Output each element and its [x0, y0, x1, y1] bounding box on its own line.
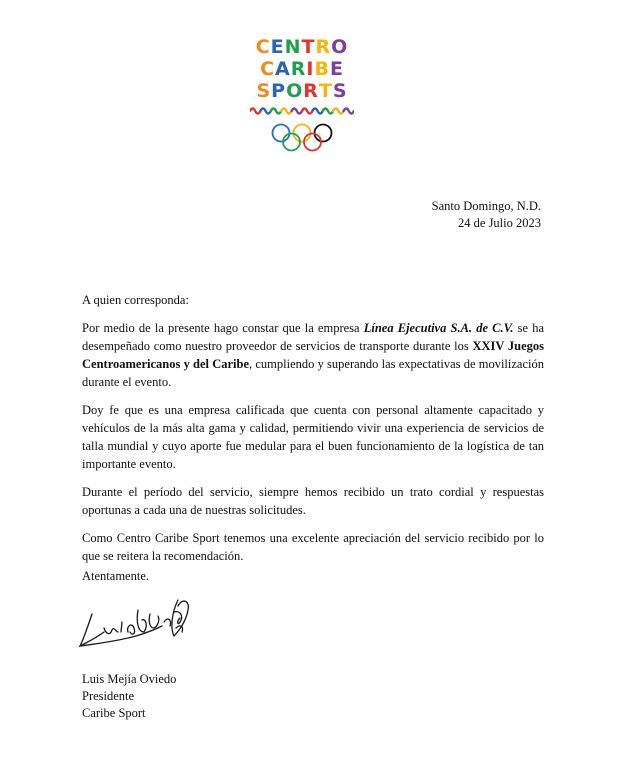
logo-letter: A [275, 58, 291, 80]
wave-segment [323, 109, 333, 114]
paragraph-2: Doy fe que es una empresa calificada que cuenta con personal altamente capacitado y vehículos de la más alta gama y calidad, permitiendo vivir una experiencia de servicios de talla mundial y cuyo aporte fue medular para el buen funcionamiento de la logística de tan importante evento. [82, 403, 544, 471]
wave-segment [250, 109, 260, 114]
wave-segment [281, 109, 291, 114]
letter-date: 24 de Julio 2023 [458, 216, 541, 230]
wave-segment [302, 109, 312, 114]
signer-organization: Caribe Sport [82, 706, 146, 720]
letter-body [82, 291, 544, 575]
logo-letter: T [318, 80, 333, 102]
logo-wave-stripes [250, 105, 354, 115]
logo-line-1 [246, 36, 358, 58]
logo-letter: O [286, 80, 304, 102]
letter-place-date [291, 198, 541, 232]
logo-letter: N [284, 36, 302, 58]
centro-caribe-sports-logo [246, 36, 358, 153]
logo-letter: C [255, 36, 271, 58]
logo-letter: R [290, 58, 307, 80]
logo-letter: S [256, 80, 272, 102]
event-name: XXIV Juegos Centroamericanos y del Caribe [82, 339, 544, 371]
signer-title: Presidente [82, 689, 135, 703]
place-city: Santo Domingo, N.D. [431, 199, 541, 213]
logo-letter: I [306, 58, 315, 80]
logo-letter: R [303, 80, 319, 102]
logo-letter: E [270, 36, 285, 58]
p1-text-a: Por medio de la presente hago constar que la empresa [82, 321, 364, 335]
olympic-ring [273, 125, 290, 142]
olympic-ring [304, 134, 321, 151]
logo-letter: B [314, 58, 330, 80]
wave-segment [271, 109, 281, 114]
olympic-ring [315, 125, 332, 142]
signer-name: Luis Mejía Oviedo [82, 672, 177, 686]
wave-segment [292, 109, 302, 114]
wave-segment [344, 109, 354, 114]
olympic-rings-icon [271, 123, 333, 153]
handwritten-signature [74, 592, 204, 664]
p1-text-c: , cumpliendo y superando las expectativas de movilización durante el evento. [82, 357, 544, 389]
logo-line-2 [246, 58, 358, 80]
logo-letter: T [301, 36, 316, 58]
wave-segment [333, 109, 343, 114]
wave-segment [260, 109, 270, 114]
logo-letter: C [260, 58, 276, 80]
logo-letter: R [315, 36, 332, 58]
greeting: A quien corresponda: [82, 293, 189, 307]
logo-letter: S [332, 80, 348, 102]
signer-block [82, 671, 176, 722]
logo-line-3 [246, 80, 358, 102]
p1-text-b: se ha desempeñado como nuestro proveedor de servicios de transporte durante los [82, 321, 544, 353]
olympic-ring [294, 125, 311, 142]
company-name: Línea Ejecutiva S.A. de C.V. [363, 321, 514, 335]
paragraph-4: Como Centro Caribe Sport tenemos una excelente apreciación del servicio recibido por lo que se reitera la recomendación. [82, 531, 544, 563]
logo-letter: O [331, 36, 349, 58]
closing: Atentamente. [82, 569, 149, 583]
olympic-ring [283, 134, 300, 151]
paragraph-1 [82, 319, 544, 391]
wave-segment [312, 109, 322, 114]
paragraph-3: Durante el período del servicio, siempre hemos recibido un trato cordial y respuestas oportunas a cada una de nuestras solicitudes. [82, 485, 544, 517]
logo-letter: P [271, 80, 287, 102]
logo-letter: E [329, 58, 344, 80]
